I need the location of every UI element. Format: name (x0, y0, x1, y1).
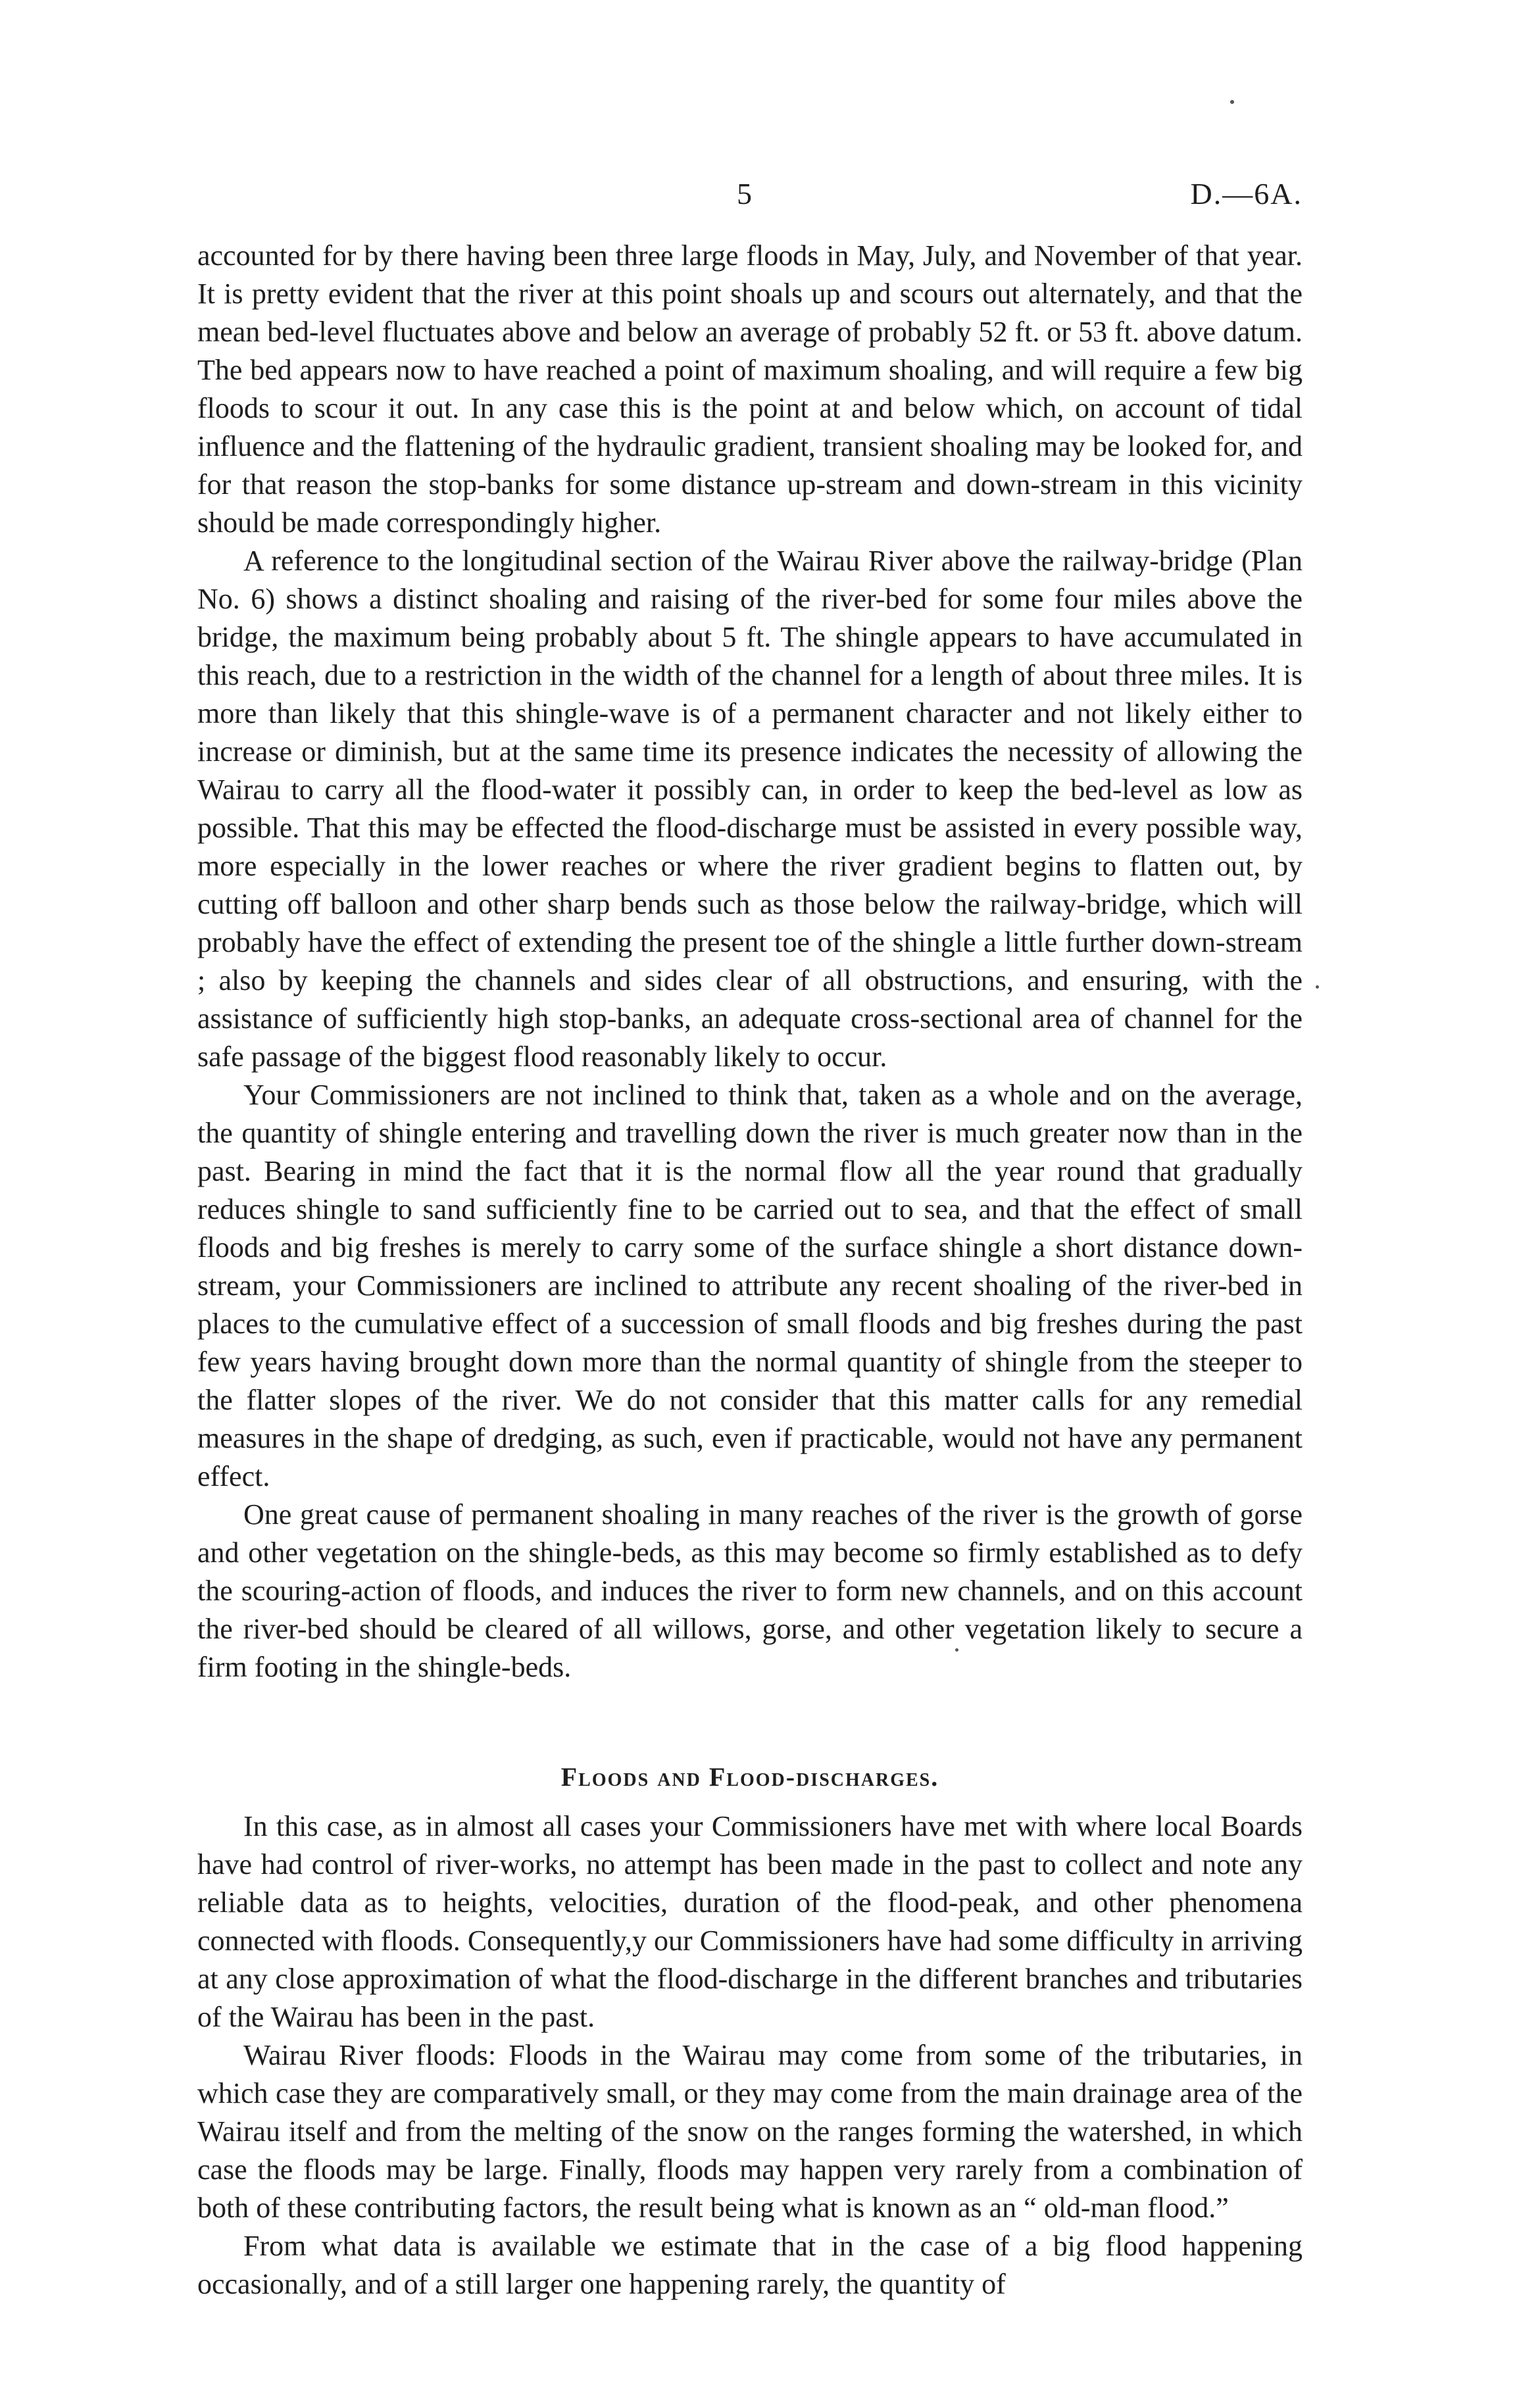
paragraph: accounted for by there having been three large floods in May, July, and November of that year. It is pretty evident that the river at this point shoals up and scours out alternately, and that the mean bed-level fluctuates above and below an average of probably 52 ft. or 53 ft. above datum. The bed appears now to have reached a point of maximum shoaling, and will require a few big floods to scour it out. In any case this is the point at and below which, on account of tidal influence and the flattening of the hydraulic gradient, transient shoaling may be looked for, and for that reason the stop-banks for some distance up-stream and down-stream in this vicinity should be made correspondingly higher. (197, 239, 1303, 539)
body-text (197, 237, 1303, 2303)
paragraph: From what data is available we estimate that in the case of a big flood happening occasionally, and of a still larger one happening rarely, the quantity of (197, 2230, 1303, 2300)
scan-speck (1316, 985, 1319, 989)
paragraph: In this case, as in almost all cases your Commissioners have met with where local Boards have had control of river-works, no attempt has been made in the past to collect and note any reliable data as to heights, velocities, duration of the flood-peak, and other phenomena connected with floods. Consequently,y our Commissioners have had some difficulty in arriving at any close approximation of what the flood-discharge in the different branches and tributaries of the Wairau has been in the past. (197, 1810, 1303, 2033)
paragraph: Your Commissioners are not inclined to think that, taken as a whole and on the average, the quantity of shingle entering and travelling down the river is much greater now than in the past. Bearing in mind the fact that it is the normal flow all the year round that gradually reduces shingle to sand sufficiently fine to be carried out to sea, and that the effect of small floods and big freshes is merely to carry some of the surface shingle a short distance down-stream, your Commissioners are inclined to attribute any recent shoaling of the river-bed in places to the cumulative effect of a succession of small floods and big freshes during the past few years having brought down more than the normal quantity of shingle from the steeper to the flatter slopes of the river. We do not consider that this matter calls for any remedial measures in the shape of dredging, as such, even if practicable, would not have any permanent effect. (197, 1079, 1303, 1492)
document-reference: D.—6A. (1190, 177, 1303, 210)
paragraph: Wairau River floods: Floods in the Wairau may come from some of the tributaries, in which case they are comparatively small, or they may come from the main drainage area of the Wairau itself and from the melting of the snow on the ranges forming the watershed, in which case the floods may be large. Finally, floods may happen very rarely from a combination of both of these contributing factors, the result being what is known as an “ old-man flood.” (197, 2039, 1303, 2224)
section-heading: Floods and Flood-discharges. (560, 1762, 939, 1792)
scan-speck (1230, 100, 1234, 104)
page-header (197, 174, 1303, 214)
paragraph: A reference to the longitudinal section of the Wairau River above the railway-bridge (Plan No. 6) shows a distinct shoaling and raising of the river-bed for some four miles above the bridge, the maximum being probably about 5 ft. The shingle appears to have accumulated in this reach, due to a restriction in the width of the channel for a length of about three miles. It is more than likely that this shingle-wave is of a permanent character and not likely either to increase or diminish, but at the same time its presence indicates the necessity of allowing the Wairau to carry all the flood-water it possibly can, in order to keep the bed-level as low as possible. That this may be effected the flood-discharge must be assisted in every possible way, more especially in the lower reaches or where the river gradient begins to flatten out, by cutting off balloon and other sharp bends such as those below the railway-bridge, which will probably have the effect of extending the present toe of the shingle a little further down-stream ; also by keeping the channels and sides clear of all obstructions, and ensuring, with the assistance of sufficiently high stop-banks, an adequate cross-sectional area of channel for the safe passage of the biggest flood reasonably likely to occur. (197, 545, 1303, 1073)
page-number: 5 (737, 177, 752, 210)
paragraph: One great cause of permanent shoaling in many reaches of the river is the growth of gorse and other vegetation on the shingle-beds, as this may become so firmly established as to defy the scouring-action of floods, and induces the river to form new channels, and on this account the river-bed should be cleared of all willows, gorse, and other vegetation likely to secure a firm footing in the shingle-beds. (197, 1498, 1303, 1683)
